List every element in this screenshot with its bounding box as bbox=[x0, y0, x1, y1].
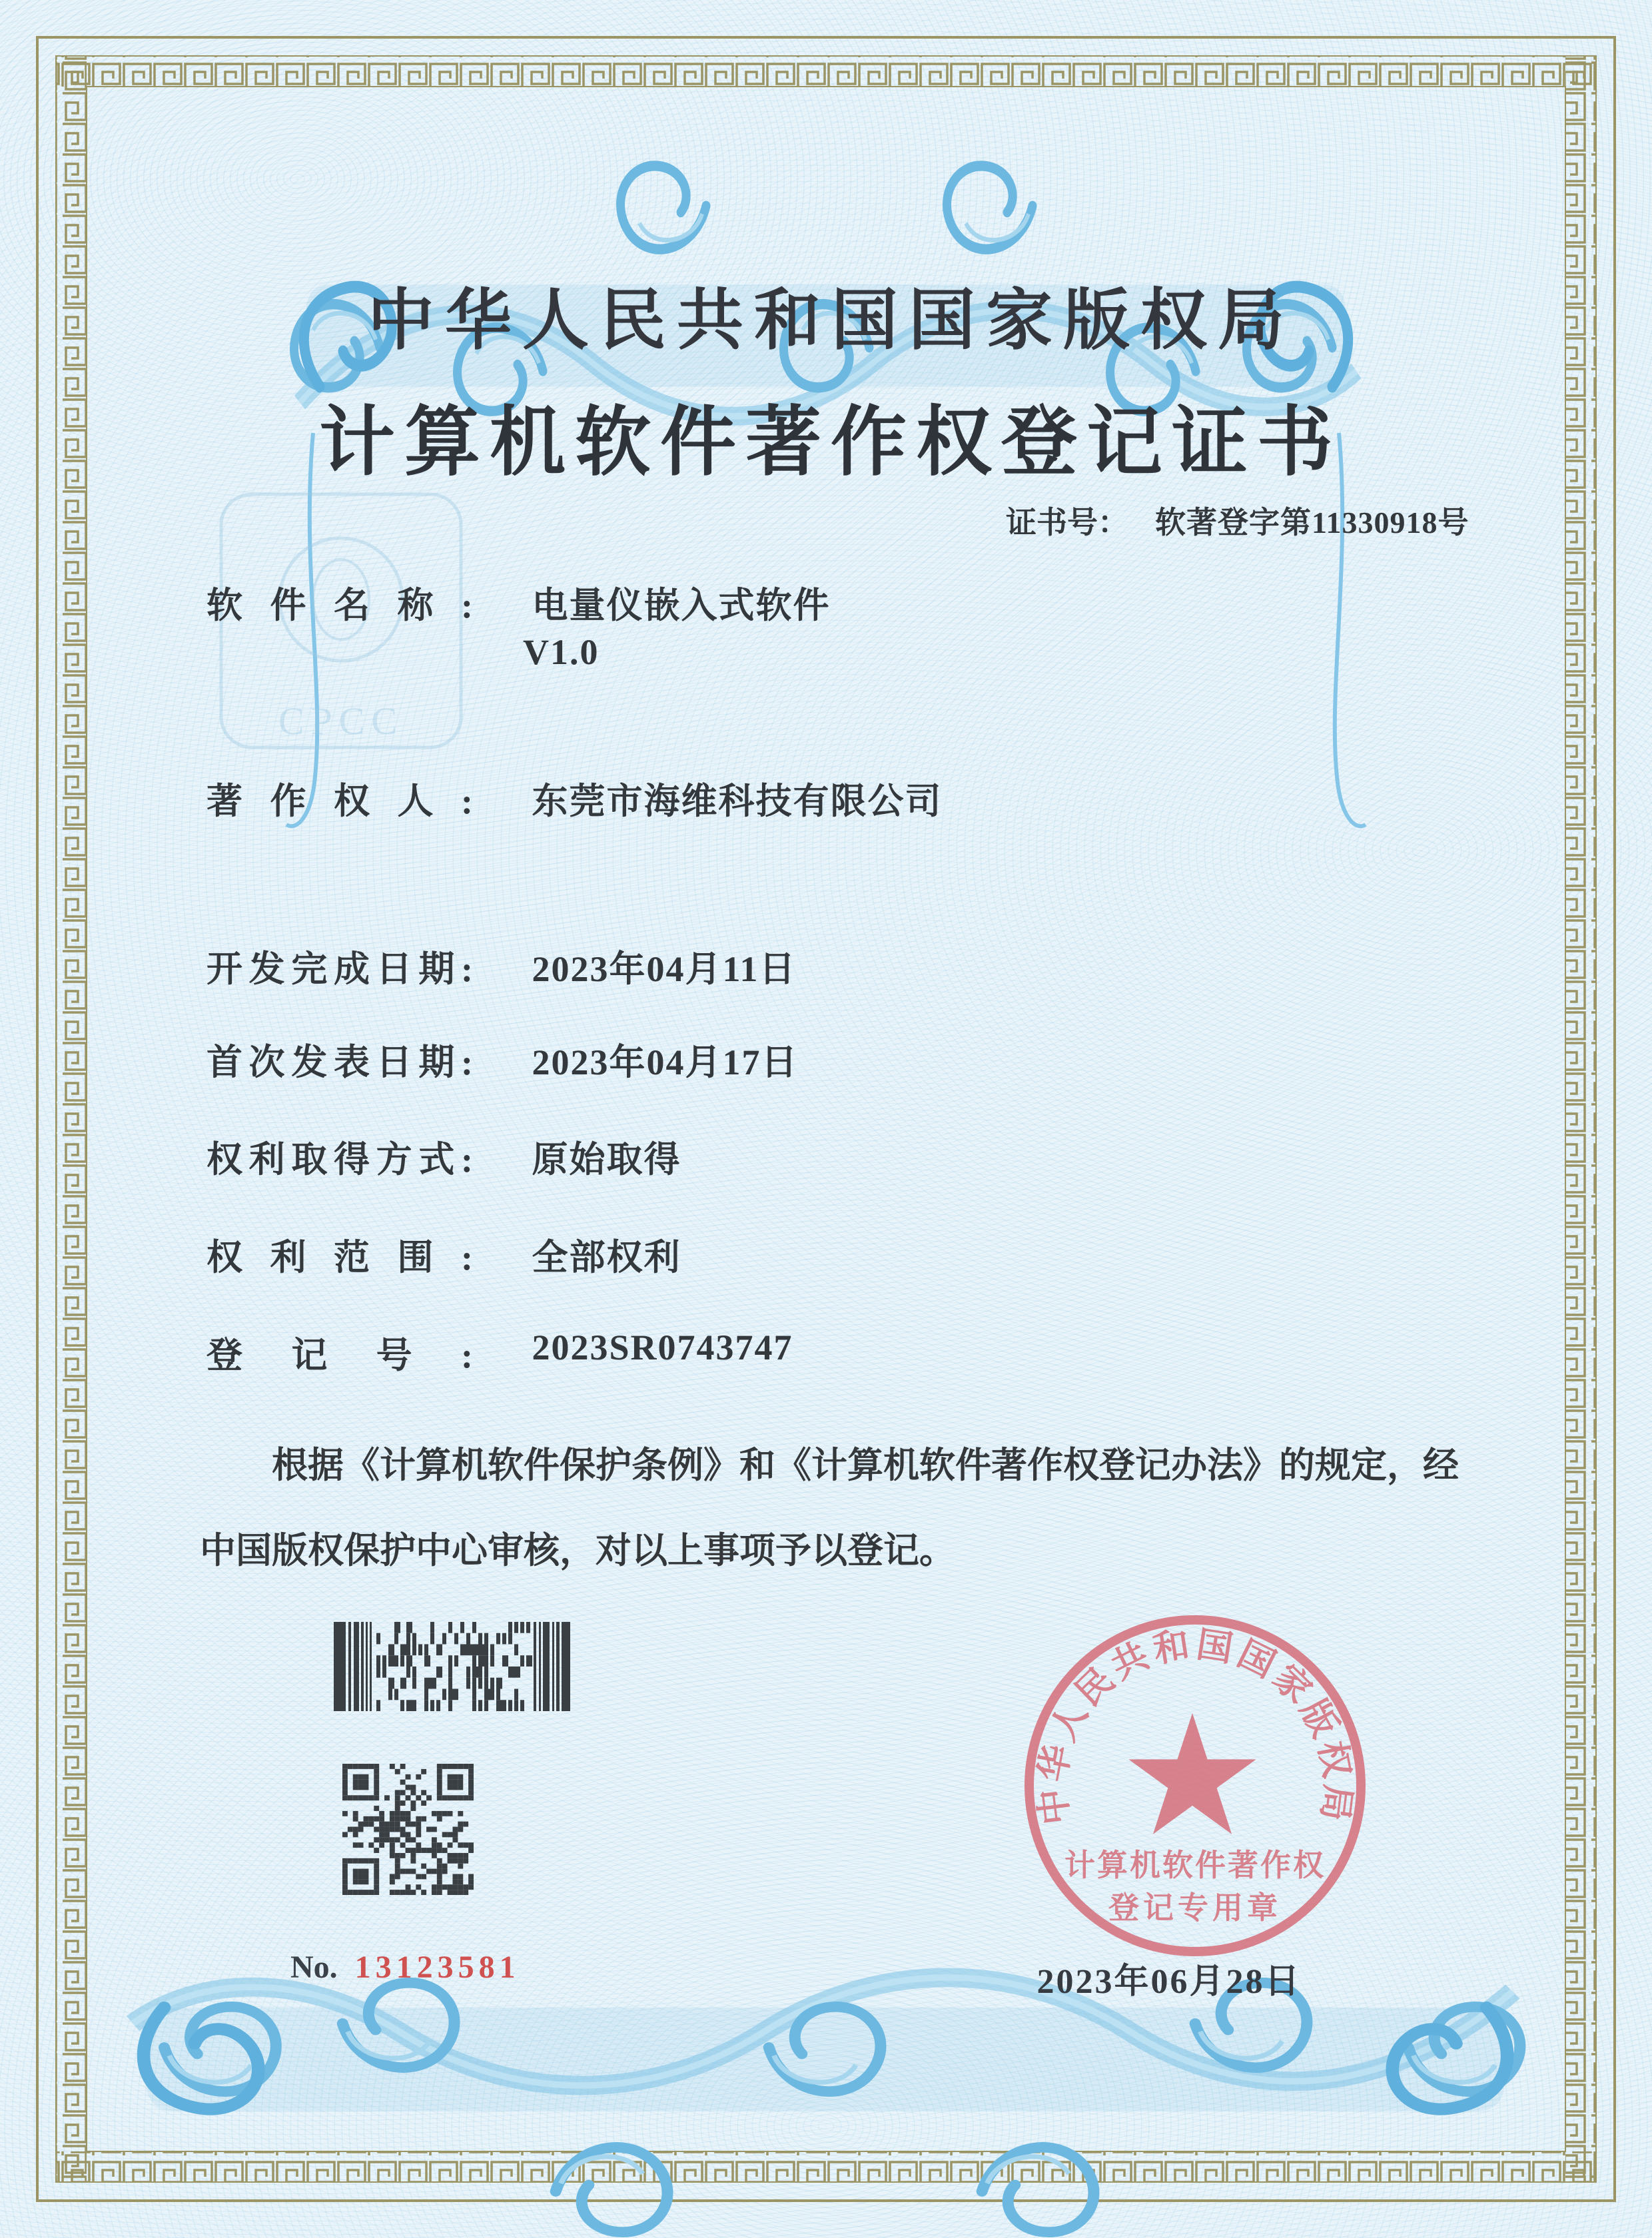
field-label: 开发完成日期: bbox=[206, 949, 473, 989]
field-copyright-owner bbox=[206, 773, 943, 824]
registration-statement: 根据《计算机软件保护条例》和《计算机软件著作权登记办法》的规定，经中国版权保护中心审核，对以上事项予以登记。 bbox=[200, 1445, 1459, 1571]
seal-ring-text: 中华人民共和国国家版权局 bbox=[1032, 1624, 1358, 1827]
qr-code bbox=[342, 1764, 474, 1895]
field-label: 权利范围: bbox=[206, 1238, 473, 1278]
issue-date: 2023年06月28日 bbox=[1036, 1963, 1302, 2001]
field-registration-number bbox=[206, 1327, 793, 1378]
official-seal bbox=[1013, 1604, 1386, 1977]
field-label: 首次发表日期: bbox=[206, 1042, 473, 1082]
field-label: 软件名称: bbox=[206, 585, 473, 625]
certificate-title: 计算机软件著作权登记证书 bbox=[318, 400, 1342, 485]
serial-number-line bbox=[290, 1949, 520, 1986]
field-label: 登记号: bbox=[206, 1335, 473, 1375]
certificate-number-value: 软著登字第11330918号 bbox=[1155, 506, 1469, 540]
cpcc-watermark bbox=[213, 486, 480, 779]
serial-number: 13123581 bbox=[354, 1950, 520, 1985]
field-value: 原始取得 bbox=[532, 1140, 681, 1180]
field-label: 权利取得方式: bbox=[206, 1140, 473, 1180]
field-rights-scope bbox=[206, 1229, 681, 1280]
field-software-version: V1.0 bbox=[523, 632, 600, 672]
field-value: 2023SR0743747 bbox=[532, 1327, 793, 1367]
field-value: 2023年04月11日 bbox=[532, 949, 797, 989]
certificate-number-label: 证书号： bbox=[1006, 506, 1128, 540]
field-label: 著作权人: bbox=[206, 781, 473, 821]
field-value: 电量仪嵌入式软件 bbox=[532, 585, 831, 625]
certificate-number-line bbox=[1006, 498, 1469, 542]
seal-inner-line1: 计算机软件著作权 bbox=[1064, 1848, 1326, 1882]
field-software-name bbox=[206, 577, 831, 628]
tendril-right bbox=[1335, 433, 1366, 826]
field-value: 东莞市海维科技有限公司 bbox=[532, 781, 943, 821]
pdf417-barcode bbox=[334, 1622, 570, 1711]
field-first-publish-date bbox=[206, 1034, 799, 1085]
serial-prefix: No. bbox=[290, 1950, 338, 1985]
field-value: 全部权利 bbox=[532, 1238, 681, 1278]
field-value: 2023年04月17日 bbox=[532, 1042, 799, 1082]
field-dev-complete-date bbox=[206, 940, 797, 992]
seal-star-icon bbox=[1128, 1713, 1256, 1834]
issuing-authority: 中华人民共和国国家版权局 bbox=[368, 284, 1295, 358]
field-rights-acquisition bbox=[206, 1131, 681, 1182]
watermark-text: CPCC bbox=[278, 699, 404, 743]
seal-inner-line2: 登记专用章 bbox=[1108, 1891, 1282, 1925]
